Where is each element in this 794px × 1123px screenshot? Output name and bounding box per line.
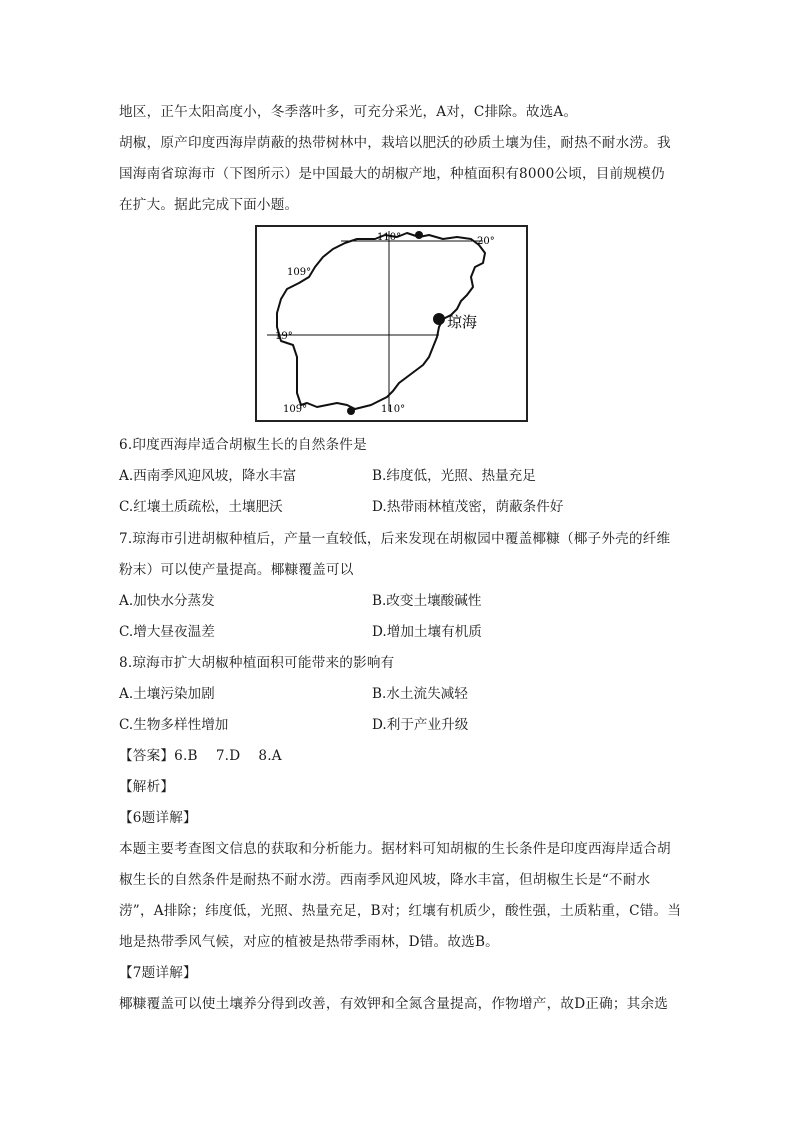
analysis-heading: 【解析】 — [119, 779, 175, 795]
intro-line-3: 国海南省琼海市（下图所示）是中国最大的胡椒产地，种植面积有8000公顷，目前规模仍 — [119, 166, 665, 182]
q7-option-c: C.增大昼夜温差 — [119, 624, 215, 640]
q6-option-a: A.西南季风迎风坡，降水丰富 — [119, 468, 297, 484]
q7-stem-1: 7.琼海市引进胡椒种植后，产量一直较低，后来发现在胡椒园中覆盖椰糠（椰子外壳的纤维 — [119, 531, 671, 547]
q7-option-d: D.增加土壤有机质 — [372, 624, 482, 640]
detail7-line-1: 椰糠覆盖可以使土壤养分得到改善，有效钾和全氮含量提高，作物增产，故D正确；其余选 — [119, 996, 669, 1012]
city-marker-qionghai — [433, 313, 445, 325]
q6-option-d: D.热带雨林植茂密，荫蔽条件好 — [372, 499, 564, 515]
q8-stem: 8.琼海市扩大胡椒种植面积可能带来的影响有 — [119, 655, 395, 671]
detail7-heading: 【7题详解】 — [119, 965, 197, 981]
label-lon-bottom-left: 109° — [283, 404, 308, 415]
label-lat-left: 19° — [275, 331, 293, 342]
q6-option-c: C.红壤土质疏松，土壤肥沃 — [119, 499, 283, 515]
label-lat-top-right: 20° — [477, 236, 495, 247]
detail6-line-2: 椒生长的自然条件是耐热不耐水涝。西南季风迎风坡，降水丰富，但胡椒生长是“不耐水 — [119, 872, 651, 888]
q8-option-d: D.利于产业升级 — [372, 717, 469, 733]
label-lon-top: 110° — [377, 232, 402, 243]
detail6-heading: 【6题详解】 — [119, 810, 197, 826]
q8-option-b: B.水土流失减轻 — [372, 686, 468, 702]
detail6-line-4: 地是热带季风气候，对应的植被是热带季雨林，D错。故选B。 — [119, 934, 499, 950]
city-label-qionghai: 琼海 — [447, 313, 478, 331]
label-lon-bottom-right: 110° — [381, 404, 406, 415]
q7-option-b: B.改变土壤酸碱性 — [372, 593, 482, 609]
q8-option-c: C.生物多样性增加 — [119, 717, 229, 733]
intro-line-4: 在扩大。据此完成下面小题。 — [119, 197, 299, 213]
detail6-line-3: 涝”，A排除；纬度低，光照、热量充足，B对；红壤有机质少，酸性强，土质粘重，C错。当 — [119, 903, 682, 919]
answer-line: 【答案】6.B 7.D 8.A — [119, 748, 282, 764]
coast-blob-north — [415, 231, 423, 239]
label-lon-left: 109° — [287, 267, 312, 278]
hainan-map-svg — [257, 227, 526, 420]
coast-blob-south — [347, 407, 355, 415]
hainan-map — [255, 225, 528, 422]
q6-option-b: B.纬度低，光照、热量充足 — [372, 468, 536, 484]
intro-line-2: 胡椒，原产印度西海岸荫蔽的热带树林中，栽培以肥沃的砂质土壤为佳，耐热不耐水涝。我 — [119, 135, 671, 151]
intro-line-1: 地区，正午太阳高度小，冬季落叶多，可充分采光，A对，C排除。故选A。 — [119, 104, 578, 120]
q7-option-a: A.加快水分蒸发 — [119, 593, 215, 609]
detail6-line-1: 本题主要考查图文信息的获取和分析能力。据材料可知胡椒的生长条件是印度西海岸适合胡 — [119, 841, 671, 857]
q7-stem-2: 粉末）可以使产量提高。椰糠覆盖可以 — [119, 562, 354, 578]
q6-stem: 6.印度西海岸适合胡椒生长的自然条件是 — [119, 437, 367, 453]
q8-option-a: A.土壤污染加剧 — [119, 686, 215, 702]
